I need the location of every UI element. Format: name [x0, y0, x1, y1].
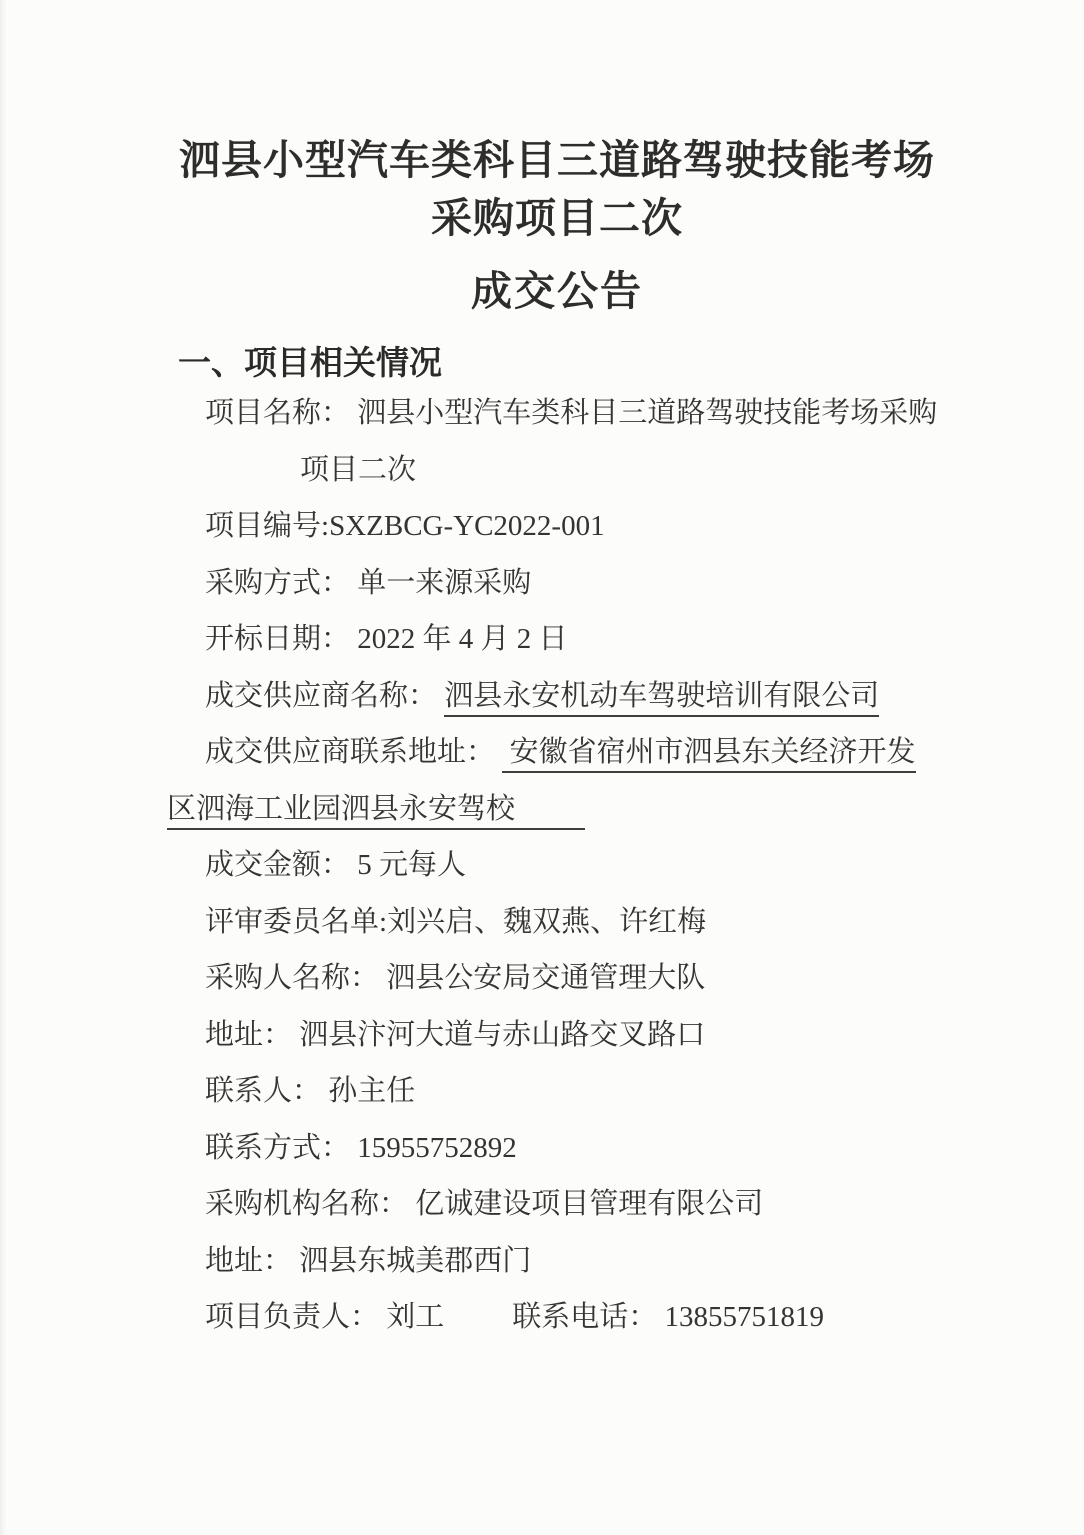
agency-name-label: 采购机构名称： [205, 1188, 416, 1220]
supplier-name-label: 成交供应商名称： [205, 679, 445, 712]
field-agency-name [167, 1176, 947, 1233]
field-project-number [167, 498, 947, 555]
title-line-2: 采购项目二次 [431, 195, 683, 241]
supplier-address-value-line1-underlined: 安徽省宿州市泗县东关经济开发 [502, 736, 915, 773]
supplier-address-value-line2-underlined: 区泗海工业园泗县永安驾校 [167, 793, 585, 830]
field-supplier-address-wrap-line [167, 781, 947, 838]
deal-amount-label: 成交金额： [205, 849, 358, 881]
field-supplier-address [167, 724, 947, 781]
procurement-method-label: 采购方式： [205, 566, 358, 599]
review-committee-label: 评审委员名单: [205, 905, 388, 938]
deal-amount-value: 5 元每人 [357, 849, 467, 881]
agency-address-value: 泗县东城美郡西门 [299, 1244, 532, 1277]
contact-number-label: 联系方式： [205, 1131, 358, 1164]
field-contact-number [167, 1120, 947, 1177]
project-number-label: 项目编号: [205, 510, 330, 542]
procurement-method-value: 单一来源采购 [357, 566, 532, 599]
announcement-title: 成交公告 [471, 268, 643, 314]
manager-phone-label: 联系电话： [512, 1301, 665, 1333]
project-name-value-wrap: 项目二次 [300, 453, 417, 486]
bid-opening-date-label: 开标日期： [205, 623, 358, 655]
agency-name-value: 亿诚建设项目管理有限公司 [415, 1188, 764, 1220]
project-manager-label: 项目负责人： [205, 1301, 387, 1333]
section-1-heading: 一、项目相关情况 [178, 344, 442, 381]
supplier-address-label: 成交供应商联系地址： [205, 736, 503, 768]
manager-phone-value: 13855751819 [664, 1301, 825, 1333]
purchaser-name-value: 泗县公安局交通管理大队 [386, 962, 706, 994]
field-supplier-name [167, 668, 947, 725]
title-line-1: 泗县小型汽车类科目三道路驾驶技能考场 [179, 137, 935, 183]
project-number-value: SXZBCG-YC2022-001 [329, 510, 605, 542]
contact-person-label: 联系人： [205, 1075, 329, 1107]
field-project-manager-and-phone [167, 1289, 947, 1346]
purchaser-address-value: 泗县汴河大道与赤山路交叉路口 [299, 1018, 706, 1051]
bid-opening-date-value: 2022 年 4 月 2 日 [357, 623, 568, 655]
project-manager-value: 刘工 [386, 1301, 445, 1333]
field-procurement-method [167, 555, 947, 612]
purchaser-name-label: 采购人名称： [205, 962, 387, 994]
document-title [167, 131, 947, 247]
field-bid-opening-date [167, 611, 947, 668]
field-purchaser-address [167, 1007, 947, 1064]
field-purchaser-name [167, 950, 947, 1007]
project-name-value: 泗县小型汽车类科目三道路驾驶技能考场采购 [357, 397, 938, 429]
contact-number-value: 15955752892 [357, 1131, 517, 1164]
field-agency-address [167, 1233, 947, 1290]
field-contact-person [167, 1063, 947, 1120]
field-review-committee [167, 894, 947, 951]
supplier-name-value-underlined: 泗县永安机动车驾驶培训有限公司 [444, 680, 879, 717]
field-deal-amount [167, 837, 947, 894]
agency-address-label: 地址： [205, 1244, 300, 1277]
review-committee-value: 刘兴启、魏双燕、许红梅 [387, 905, 707, 938]
contact-person-value: 孙主任 [328, 1075, 416, 1107]
section-1-content [167, 385, 947, 1346]
purchaser-address-label: 地址： [205, 1018, 300, 1051]
project-name-label: 项目名称： [205, 397, 358, 429]
field-project-name [167, 385, 947, 442]
field-project-name-wrap-line [167, 442, 947, 499]
